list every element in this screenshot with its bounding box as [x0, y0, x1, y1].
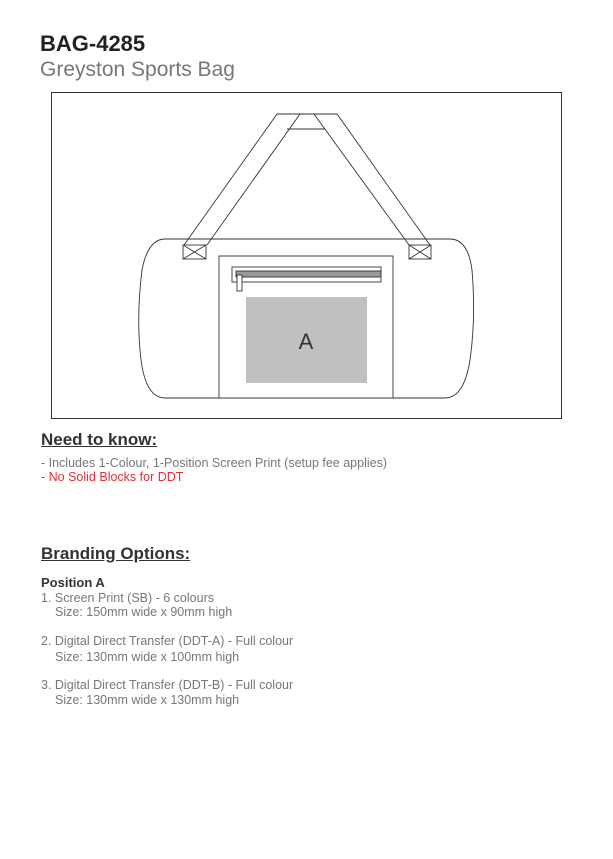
strap-anchor-left	[183, 245, 206, 259]
print-area-label: A	[298, 329, 314, 354]
product-name: Greyston Sports Bag	[40, 58, 235, 81]
warning-line: - No Solid Blocks for DDT	[41, 470, 184, 484]
strap-left	[184, 114, 430, 245]
product-code: BAG-4285	[40, 31, 146, 56]
position-label: Position A	[41, 575, 105, 590]
option-size: Size: 150mm wide x 90mm high	[55, 605, 233, 619]
strap-anchor-right	[409, 245, 431, 259]
option-size: Size: 130mm wide x 100mm high	[55, 650, 240, 664]
option-title: 3. Digital Direct Transfer (DDT-B) - Full colour	[41, 678, 294, 692]
option-title: 1. Screen Print (SB) - 6 colours	[41, 591, 214, 605]
need-to-know-heading: Need to know:	[41, 430, 158, 449]
option-size: Size: 130mm wide x 130mm high	[55, 693, 240, 707]
branding-heading: Branding Options:	[41, 544, 191, 563]
note-line: - Includes 1-Colour, 1-Position Screen Print (setup fee applies)	[41, 456, 388, 470]
option-title: 2. Digital Direct Transfer (DDT-A) - Full colour	[41, 634, 294, 648]
